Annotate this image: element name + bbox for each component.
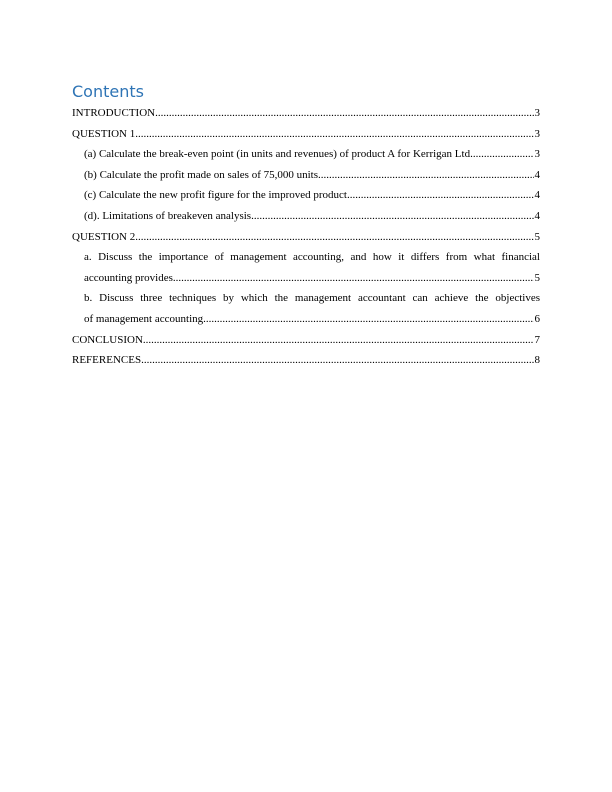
toc-page-number: 4 xyxy=(534,206,541,227)
toc-entry-title: REFERENCES xyxy=(72,354,142,367)
toc-page-number: 3 xyxy=(534,103,541,124)
toc-page-number: 5 xyxy=(534,268,541,289)
toc-page-number: 6 xyxy=(534,309,541,330)
toc-entry-title: CONCLUSION xyxy=(72,333,143,346)
toc-page-number: 3 xyxy=(534,144,541,165)
toc-entry-title: QUESTION 1 xyxy=(72,127,136,140)
toc-entry-title-line-1: a. Discuss the importance of management accounting, and how it differs from what financial xyxy=(84,251,540,264)
toc-entry-references[interactable] xyxy=(72,350,540,371)
toc-entry-q1-d[interactable] xyxy=(72,206,540,227)
toc-entry-title-line-1: b. Discuss three techniques by which the management accountant can achieve the objectives xyxy=(84,292,540,305)
toc-page-number: 5 xyxy=(534,227,541,248)
toc-heading: Contents xyxy=(72,82,144,101)
toc-entry-question-1[interactable] xyxy=(72,124,540,145)
toc-page-number: 7 xyxy=(534,330,541,351)
toc-entry-title-line-2: of management accounting xyxy=(84,312,204,325)
table-of-contents xyxy=(72,103,540,371)
toc-page-number: 4 xyxy=(534,185,541,206)
toc-page-number: 4 xyxy=(534,165,541,186)
toc-entry-title: QUESTION 2 xyxy=(72,230,136,243)
toc-entry-q2-a[interactable] xyxy=(72,247,540,288)
toc-entry-title: (b) Calculate the profit made on sales of 75,000 units xyxy=(84,168,318,181)
toc-entry-title: (a) Calculate the break-even point (in units and revenues) of product A for Kerrigan Ltd xyxy=(84,148,471,161)
toc-entry-title: INTRODUCTION xyxy=(72,107,156,119)
toc-entry-q1-b[interactable] xyxy=(72,165,540,186)
toc-entry-title-line-2: accounting provides xyxy=(84,271,173,284)
toc-entry-title: (c) Calculate the new profit figure for the improved product xyxy=(84,189,347,202)
toc-entry-q2-b[interactable] xyxy=(72,288,540,329)
toc-entry-conclusion[interactable] xyxy=(72,330,540,351)
toc-entry-q1-a[interactable] xyxy=(72,144,540,165)
toc-page-number: 3 xyxy=(534,124,541,145)
toc-entry-title: (d). Limitations of breakeven analysis xyxy=(84,209,252,222)
toc-entry-introduction[interactable] xyxy=(72,103,540,124)
toc-entry-question-2[interactable] xyxy=(72,227,540,248)
toc-entry-q1-c[interactable] xyxy=(72,185,540,206)
toc-page-number: 8 xyxy=(534,350,541,371)
